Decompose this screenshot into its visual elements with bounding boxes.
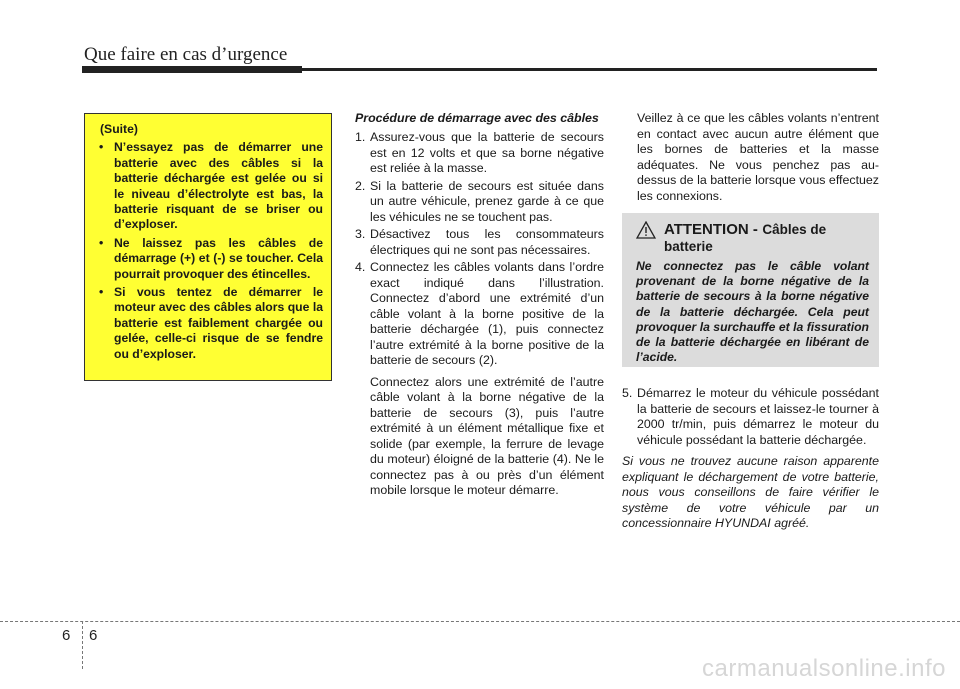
warning-item [93, 236, 323, 282]
warning-triangle-icon [636, 221, 656, 239]
footer-divider [82, 621, 83, 669]
step-number: 1. [355, 130, 366, 144]
warning-item [93, 140, 323, 232]
attention-text: Ne connectez pas le câble volant provenant de la borne négative de la batterie de secours à la borne négative de la batterie déchargée. Cela peut provoquer la surchauffe et la fissuration de la batterie déchargée en libérant de l’acide. [636, 259, 869, 365]
warning-list [93, 140, 323, 362]
chapter-number: 6 [62, 627, 71, 644]
procedure-section [355, 111, 604, 499]
procedure-step [622, 386, 879, 448]
footer-rule [0, 621, 960, 622]
step-text: Démarrez le moteur du véhicule possédant la batterie de secours et laissez-le tourner à 2000 tr/min, puis démarrez le moteur du véhicule possédant la batterie déchargée. [637, 386, 879, 447]
attention-subject: Câbles de batterie [664, 222, 827, 254]
bullet-icon: • [99, 140, 104, 155]
step5-note: Si vous ne trouvez aucune raison apparente expliquant le déchargement de votre batterie, nous vous conseillons de faire vérifier le système de votre véhicule par un concessionnaire HYUNDAI agréé. [622, 454, 879, 530]
attention-label: ATTENTION - [664, 221, 758, 238]
procedure-step [355, 179, 604, 226]
step-text: Désactivez tous les consommateurs électriques qui ne sont pas nécessaires. [370, 227, 604, 257]
step-number: 2. [355, 178, 366, 193]
procedure-continued [622, 111, 879, 204]
procedure-step [355, 130, 604, 177]
procedure-step [355, 260, 604, 369]
warning-suite-label: (Suite) [100, 122, 138, 136]
attention-title [664, 221, 869, 255]
page-number: 6 [89, 627, 98, 644]
attention-box [622, 213, 879, 367]
attention-header [636, 221, 869, 255]
step4-continued-paragraph: Veillez à ce que les câbles volants n’entrent en contact avec aucun autre élément que les bornes de batteries et la masse adéquates. Ne vous penchez pas au-dessus de la batterie lorsque vous effectuez les connexions. [637, 111, 879, 203]
step-text: Assurez-vous que la batterie de secours est en 12 volts et que sa borne négative est reliée à la masse. [370, 130, 604, 175]
step-text: Connectez les câbles volants dans l’ordre exact indiqué dans l’illustration. Connectez d’abord une extrémité d’un câble volant à la borne positive de la batterie déchargée (1), puis connectez l’autre extrémité à la borne positive de la batterie de secours (2). [370, 260, 604, 367]
warning-item-text: Ne laissez pas les câbles de démarrage (+) et (-) se toucher. Cela pourrait provoquer des étincelles. [114, 235, 323, 281]
step4-paragraph: Connectez alors une extrémité de l’autre câble volant à la borne négative de la batterie de secours (3), puis l’autre extrémité à un élément métallique fixe et solide (par exemple, la ferrure de levage du moteur) éloigné de la batterie (4). Ne le connectez pas à ou près d’un élément mobile lorsque le moteur démarre. [370, 374, 604, 497]
procedure-steps [355, 130, 604, 369]
step-text: Si la batterie de secours est située dans un autre véhicule, prenez garde à ce que les véhicules ne se touchent pas. [370, 178, 604, 224]
warning-item-text: N’essayez pas de démarrer une batterie avec des câbles si la batterie déchargée est gelée ou si le niveau d’électrolyte est bas, la batterie risquant de se briser ou d’exploser. [114, 140, 323, 232]
watermark: carmanualsonline.info [702, 655, 946, 682]
procedure-title: Procédure de démarrage avec des câbles [355, 111, 599, 125]
step-number: 5. [622, 386, 633, 400]
page-header-title: Que faire en cas d’urgence [84, 44, 288, 65]
step5-section [622, 386, 879, 532]
step-number: 3. [355, 227, 366, 241]
warning-box [84, 113, 332, 381]
header-rule-accent [82, 66, 302, 73]
procedure-step [355, 227, 604, 258]
bullet-icon: • [99, 235, 104, 250]
warning-item-text: Si vous tentez de démarrer le moteur avec des câbles alors que la batterie est faiblement chargée ou gelée, celle-ci risque de se fendre ou d’exploser. [114, 285, 323, 361]
warning-item [93, 285, 323, 362]
bullet-icon: • [99, 285, 104, 300]
step-number: 4. [355, 260, 366, 274]
